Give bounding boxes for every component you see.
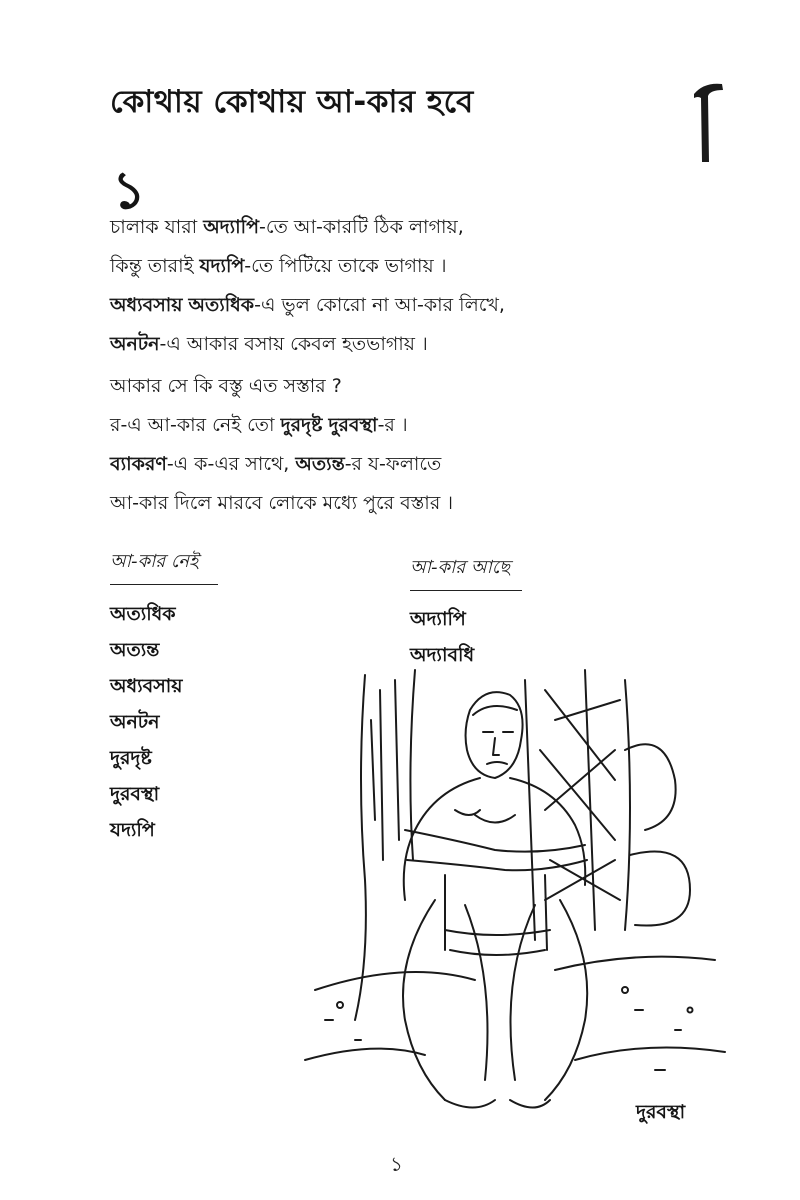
chapter-edge-mark xyxy=(690,72,730,167)
word-item: অদ্যাপি xyxy=(410,608,466,630)
poem-text: -র য-ফলাতে xyxy=(344,453,442,475)
poem-line xyxy=(110,445,453,484)
word-item: অনটন xyxy=(110,711,160,733)
page-title: কোথায় কোথায় আ-কার হবে xyxy=(110,84,474,120)
word-item: যদ্যপি xyxy=(110,819,155,841)
highlighted-word: যদ্যপি xyxy=(199,255,245,277)
poem-text: -তে পিটিয়ে তাকে ভাগায় । xyxy=(244,255,447,277)
highlighted-word: অত্যন্ত xyxy=(295,453,345,475)
highlighted-word: ব্যাকরণ xyxy=(110,453,167,475)
poem-line xyxy=(110,367,453,406)
word-item: দুরবস্থা xyxy=(110,783,160,805)
page-number: ১ xyxy=(390,1152,403,1176)
poem-text: -এ ভুল কোরো না আ-কার লিখে, xyxy=(254,294,505,316)
poem-line xyxy=(110,484,453,523)
poem-text: -তে আ-কারটি ঠিক লাগায়, xyxy=(259,216,464,238)
column-heading-without-akar: আ-কার নেই xyxy=(110,547,218,585)
poem-stanza-1 xyxy=(110,208,505,364)
poem-line xyxy=(110,247,505,286)
word-item: দুরদৃষ্ট xyxy=(110,747,152,769)
poem-text: র-এ আ-কার নেই তো xyxy=(110,414,281,436)
highlighted-word: অদ্যাপি xyxy=(203,216,260,238)
poem-text: -এ ক-এর সাথে, xyxy=(166,453,296,475)
column-heading-with-akar: আ-কার আছে xyxy=(410,553,522,591)
poem-line xyxy=(110,325,505,364)
poem-text: -এ আকার বসায় কেবল হতভাগায় । xyxy=(159,333,428,355)
poem-text: কিন্তু তারাই xyxy=(110,255,200,277)
highlighted-word: অধ্যবসায় xyxy=(110,294,183,316)
word-item: অদ্যাবধি xyxy=(410,644,475,666)
chapter-number: ১ xyxy=(112,161,146,221)
poem-line xyxy=(110,208,505,247)
word-item: অত্যন্ত xyxy=(110,639,160,661)
highlighted-word: দুরবস্থা xyxy=(328,414,378,436)
poem-text: চালাক যারা xyxy=(110,216,204,238)
poem-line xyxy=(110,406,453,445)
poem-text: -র । xyxy=(377,414,408,436)
seated-man-illustration xyxy=(295,660,735,1120)
word-item: অধ্যবসায় xyxy=(110,675,183,697)
word-item: অত্যধিক xyxy=(110,603,176,625)
poem-text: আকার সে কি বস্তু এত সস্তার ? xyxy=(110,375,342,397)
highlighted-word: অনটন xyxy=(110,333,160,355)
highlighted-word: অত্যধিক xyxy=(188,294,255,316)
poem-stanza-2 xyxy=(110,367,453,523)
word-list-without-akar xyxy=(110,596,182,848)
illustration-caption: দুরবস্থা xyxy=(636,1101,686,1123)
poem-text: আ-কার দিলে মারবে লোকে মধ্যে পুরে বস্তার । xyxy=(110,492,454,514)
highlighted-word: দুরদৃষ্ট xyxy=(280,414,323,436)
poem-line xyxy=(110,286,505,325)
